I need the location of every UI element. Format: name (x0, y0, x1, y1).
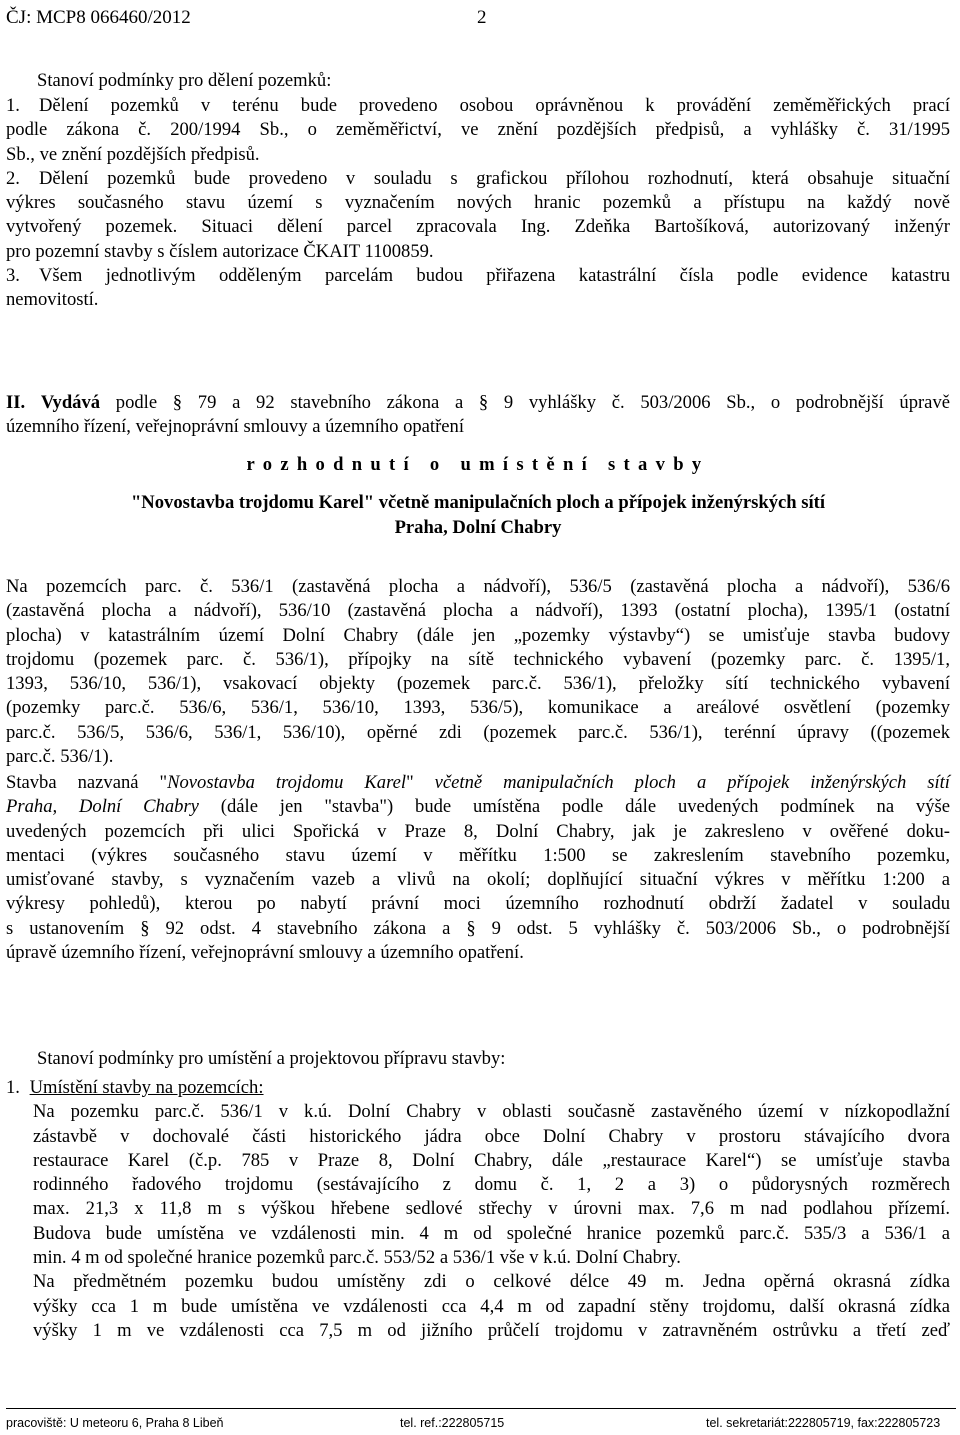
footer-tel: tel. ref.:222805715 (400, 1416, 505, 1430)
placement-item-1: 1. Umístění stavby na pozemcích: Na pozemku parc.č. 536/1 v k.ú. Dolní Chabry v oblasti současně zastavěného území v nízkopodlažní zástavbě v dochovalé části historického jádra obce Dolní Chabry v prostoru stávajícího dvora restaurace Karel (č.p. 785 v Praze 8, Dolní Chabry, dále „restaurace Karel“) se umísťuje stavba rodinného řadového trojdomu (sestávajícího z domu č. 1, 2 a 3) o půdorysných rozměrech max. 21,3 x 11,8 m s výškou hřebene sedlové střechy v úrovni max. 7,6 m nad podlahou přízemí. Budova bude umístěna ve vzdálenosti min. 4 m od společné hranice pozemků parc.č. 535/3 a 536/1 a min. 4 m od společné hranice pozemků parc.č. 553/52 a 536/1 vše v k.ú. Dolní Chabry. Na předmětném pozemku budou umístěny zdi o celkové délce 49 m. Jedna opěrná okrasná zídka výšky cca 1 m bude umístěna ve vzdálenosti cca 4,4 m od zapadní stěny trojdomu, další okrasná zídka výšky 1 m ve vzdálenosti cca 7,5 m od jižního průčelí trojdomu v zatravněném ostrůvku a třetí zeď (6, 1076, 950, 1343)
division-item-3: 3. Všem jednotlivým odděleným parcelám budou přiřazena katastrální čísla podle evidence katastru nemovitostí. (6, 265, 950, 311)
division-item-1: 1. Dělení pozemků v terénu bude provedeno osobou oprávněnou k provádění zeměměřických prací podle zákona č. 200/1994 Sb., o zeměměřictví, ve znění pozdějších předpisů, a vyhlášky č. 31/1995 Sb., ve znění pozdějších předpisů. (6, 95, 950, 165)
project-title: "Novostavba trojdomu Karel" včetně manipulačních ploch a přípojek inženýrských sítí (130, 492, 825, 513)
division-conditions-list (6, 94, 950, 313)
placement-para-1: Na pozemku parc.č. 536/1 v k.ú. Dolní Chabry v oblasti současně zastavěného území v nízkopodlažní zástavbě v dochovalé části historického jádra obce Dolní Chabry v prostoru stávajícího dvora restaurace Karel (č.p. 785 v Praze 8, Dolní Chabry, dále „restaurace Karel“) se umísťuje stavba rodinného řadového trojdomu (sestávajícího z domu č. 1, 2 a 3) o půdorysných rozměrech max. 21,3 x 11,8 m s výškou hřebene sedlové střechy v úrovni max. 7,6 m nad podlahou přízemí. Budova bude umístěna ve vzdálenosti min. 4 m od společné hranice pozemků parc.č. 535/3 a 536/1 a min. 4 m od společné hranice pozemků parc.č. 553/52 a 536/1 vše v k.ú. Dolní Chabry. (33, 1101, 950, 1269)
section-verb: Vydává (40, 392, 101, 413)
division-item-2: 2. Dělení pozemků bude provedeno v souladu s grafickou přílohou rozhodnutí, která obsahuje situační výkres současného stavu území s vyznačením nových hranic pozemků a přístupu na každý nově vytvořený pozemek. Situaci dělení parcel zpracovala Ing. Zdeňka Bartošíková, autorizovaný inženýr pro pozemní stavby s číslem autorizace ČKAIT 1100859. (6, 167, 950, 262)
parcels-paragraph: Na pozemcích parc. č. 536/1 (zastavěná plocha a nádvoří), 536/5 (zastavěná plocha a nádvoří), 536/6 (zastavěná plocha a nádvoří), 536/10 (zastavěná plocha a nádvoří), 1393 (ostatní plocha), 1395/1 (ostatní plocha) v katastrálním území Dolní Chabry (dále jen „pozemky výstavby“) se umisťuje stavba budovy trojdomu (pozemek parc. č. 536/1), přípojky na sítě technického vybavení (pozemky parc. č. 1395/1, 1393, 536/10, 536/1), vsakovací objekty (pozemek parc.č. 536/1), přeložky sítí technického vybavení (pozemky parc.č. 536/6, 536/1, 536/10, 1393, 536/5), komunikace a areálové osvětlení (pozemky parc.č. 536/5, 536/6, 536/1, 536/10), opěrné zdi (pozemek parc.č. 536/1), terénní úpravy ((pozemek parc.č. 536/1). (6, 576, 950, 768)
decision-title: rozhodnutí o umístění stavby (246, 454, 710, 475)
project-location: Praha, Dolní Chabry (394, 517, 562, 538)
footer-secretariat: tel. sekretariát:222805719, fax:222805723 (706, 1416, 941, 1430)
footer-workplace: pracoviště: U meteoru 6, Praha 8 Libeň (6, 1416, 224, 1430)
placement-heading: Umístění stavby na pozemcích: (29, 1077, 264, 1098)
reference-number: ČJ: MCP8 066460/2012 (6, 7, 191, 28)
section-numeral: II. (6, 392, 26, 413)
placement-para-2: Na předmětném pozemku budou umístěny zdi o celkové délce 49 m. Jedna opěrná okrasná zídka výšky cca 1 m bude umístěna ve vzdálenosti cca 4,4 m od zapadní stěny trojdomu, další okrasná zídka výšky 1 m ve vzdálenosti cca 7,5 m od jižního průčelí trojdomu v zatravněném ostrůvku a třetí zeď (33, 1271, 950, 1341)
page-footer (6, 1408, 956, 1431)
division-conditions-title: Stanoví podmínky pro dělení pozemků: (37, 70, 332, 91)
placement-conditions-title: Stanoví podmínky pro umístění a projektovou přípravu stavby: (37, 1048, 506, 1069)
building-paragraph: Stavba nazvaná "Novostavba trojdomu Karel" včetně manipulačních ploch a přípojek inženýrských sítí Praha, Dolní Chabry (dále jen "stavba") bude umístěna podle dále uvedených podmínek na výše uvedených pozemcích při ulici Spořická v Praze 8, Dolní Chabry, jak je zakresleno v ověřené doku- mentaci (výkres současného stavu území v měřítku 1:500 se zakreslením stavebního pozemku, umisťované stavby, s vyznačením vazeb a vlivů na okolí; doplňující situační výkres v měřítku 1:200 a výkresy pohledů), kterou po nabytí právní moci územního rozhodnutí obdrží žadatel v souladu s ustanovením § 92 odst. 4 stavebního zákona a § 9 odst. 5 vyhlášky č. 503/2006 Sb., o podrobnější úpravě územního řízení, veřejnoprávní smlouvy a územního opatření. (6, 772, 950, 964)
section-ii: II. Vydává podle § 79 a 92 stavebního zákona a § 9 vyhlášky č. 503/2006 Sb., o podrobnější úpravě územního řízení, veřejnoprávní smlouvy a územního opatření (6, 392, 950, 438)
page-number: 2 (477, 7, 487, 28)
